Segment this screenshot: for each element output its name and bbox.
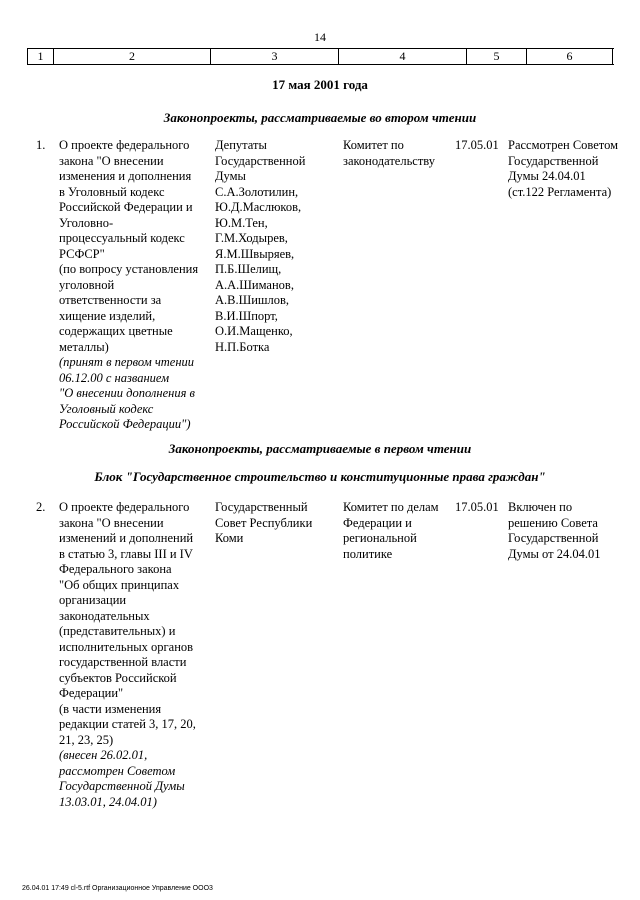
bill-title-line: изменений и дополнений [59, 531, 194, 545]
bill-title-line: закона "О внесении [59, 515, 164, 530]
column-1-header: 1 [28, 49, 54, 64]
bill-title-line: металлы) [59, 339, 109, 354]
bill-status [508, 138, 628, 200]
bill-note-line: Государственной Думы [59, 779, 185, 793]
page-number: 14 [314, 30, 326, 44]
item-number: 1. [36, 138, 46, 152]
bill-title-line: уголовной [59, 277, 115, 292]
status-line: решению Совета [508, 515, 598, 530]
bill-title [59, 500, 209, 810]
bill-title-line: (в части изменения [59, 701, 162, 716]
responsible-committee [343, 138, 453, 169]
bill-title-line: Федерации" [59, 686, 124, 700]
bill-note-line: рассмотрен Советом [59, 763, 176, 778]
author-line: Ю.М.Тен, [215, 215, 268, 230]
consideration-date: 17.05.01 [455, 500, 499, 514]
bill-title-line: изменения и дополнения [59, 169, 192, 183]
column-4-header: 4 [339, 49, 467, 64]
bill-title-line: хищение изделий, [59, 308, 156, 323]
responsible-committee [343, 500, 453, 562]
author-line: В.И.Шпорт, [215, 308, 278, 323]
bill-title-line: О проекте федерального [59, 138, 190, 152]
bill-title-line: исполнительных органов [59, 639, 194, 654]
status-line: Думы 24.04.01 [508, 169, 586, 183]
column-3-header: 3 [211, 49, 339, 64]
committee-line: Комитет по делам [343, 500, 439, 514]
bill-title-line: (представительных) и [59, 624, 176, 638]
author-line: О.И.Мащенко, [215, 324, 293, 338]
status-line: Включен по [508, 500, 573, 514]
bill-title-line: в статью 3, главы III и IV [59, 546, 193, 561]
author-line: Совет Республики [215, 515, 313, 530]
author-line: Думы [215, 169, 246, 183]
status-line: Государственной [508, 153, 599, 168]
date-heading: 17 мая 2001 года [272, 77, 368, 92]
author-line: Государственный [215, 500, 308, 514]
bill-title-line: Федерального закона [59, 562, 172, 576]
column-number-header [27, 48, 614, 65]
bill-note-line: 13.03.01, 24.04.01) [59, 794, 157, 809]
author-line: Ю.Д.Маслюков, [215, 200, 302, 214]
author-line: Н.П.Ботка [215, 339, 270, 354]
author-line: Депутаты [215, 138, 267, 152]
bill-title-line: в Уголовный кодекс [59, 184, 165, 199]
bill-title [59, 138, 209, 433]
bill-title-line: (по вопросу установления [59, 262, 199, 276]
bill-title-line: редакции статей 3, 17, 20, [59, 717, 196, 731]
bill-title-line: субъектов Российской [59, 670, 177, 685]
committee-line: региональной [343, 531, 417, 545]
status-line: Думы от 24.04.01 [508, 546, 601, 561]
item-number: 2. [36, 500, 46, 514]
bill-title-line: ответственности за [59, 293, 162, 307]
bill-note-line: "О внесении дополнения в [59, 386, 195, 400]
block-heading: Блок "Государственное строительство и конституционные права граждан" [94, 469, 546, 484]
author-line: Я.М.Швыряев, [215, 246, 295, 261]
status-line: (ст.122 Регламента) [508, 184, 612, 199]
bill-title-line: РСФСР" [59, 246, 105, 261]
bill-authors [215, 500, 335, 547]
bill-status [508, 500, 628, 562]
bill-note-line: Уголовный кодекс [59, 401, 154, 416]
section-heading-first-reading: Законопроекты, рассматриваемые в первом чтении [168, 441, 472, 456]
bill-note-line: Российской Федерации") [59, 417, 191, 431]
bill-note-line: (внесен 26.02.01, [59, 748, 148, 762]
bill-authors [215, 138, 335, 355]
author-line: А.В.Шишлов, [215, 293, 290, 307]
bill-title-line: Российской Федерации и [59, 200, 193, 214]
author-line: Г.М.Ходырев, [215, 231, 288, 245]
bill-title-line: содержащих цветные [59, 324, 173, 338]
author-line: П.Б.Шелищ, [215, 262, 282, 276]
status-line: Рассмотрен Советом [508, 138, 619, 152]
bill-title-line: организации [59, 593, 127, 607]
bill-title-line: закона "О внесении [59, 153, 164, 168]
bill-title-line: "Об общих принципах [59, 577, 180, 592]
committee-line: Комитет по [343, 138, 404, 152]
bill-title-line: законодательных [59, 608, 150, 623]
bill-title-line: процессуальный кодекс [59, 231, 185, 245]
section-heading-second-reading: Законопроекты, рассматриваемые во втором чтении [163, 110, 477, 125]
document-footer: 26.04.01 17:49 cl-5.rtf Организационное Управление ООО3 [22, 885, 213, 892]
column-5-header: 5 [467, 49, 527, 64]
author-line: А.А.Шиманов, [215, 277, 294, 292]
bill-title-line: Уголовно- [59, 215, 114, 230]
author-line: С.А.Золотилин, [215, 184, 299, 199]
author-line: Государственной [215, 153, 306, 168]
column-2-header: 2 [54, 49, 211, 64]
bill-note-line: (принят в первом чтении [59, 355, 195, 369]
committee-line: законодательству [343, 153, 436, 168]
column-6-header: 6 [527, 49, 613, 64]
status-line: Государственной [508, 531, 599, 545]
bill-title-line: 21, 23, 25) [59, 732, 114, 747]
bill-note-line: 06.12.00 с названием [59, 370, 170, 385]
committee-line: Федерации и [343, 515, 412, 530]
consideration-date: 17.05.01 [455, 138, 499, 152]
committee-line: политике [343, 546, 393, 561]
author-line: Коми [215, 531, 244, 545]
bill-title-line: О проекте федерального [59, 500, 190, 514]
bill-title-line: государственной власти [59, 655, 187, 669]
